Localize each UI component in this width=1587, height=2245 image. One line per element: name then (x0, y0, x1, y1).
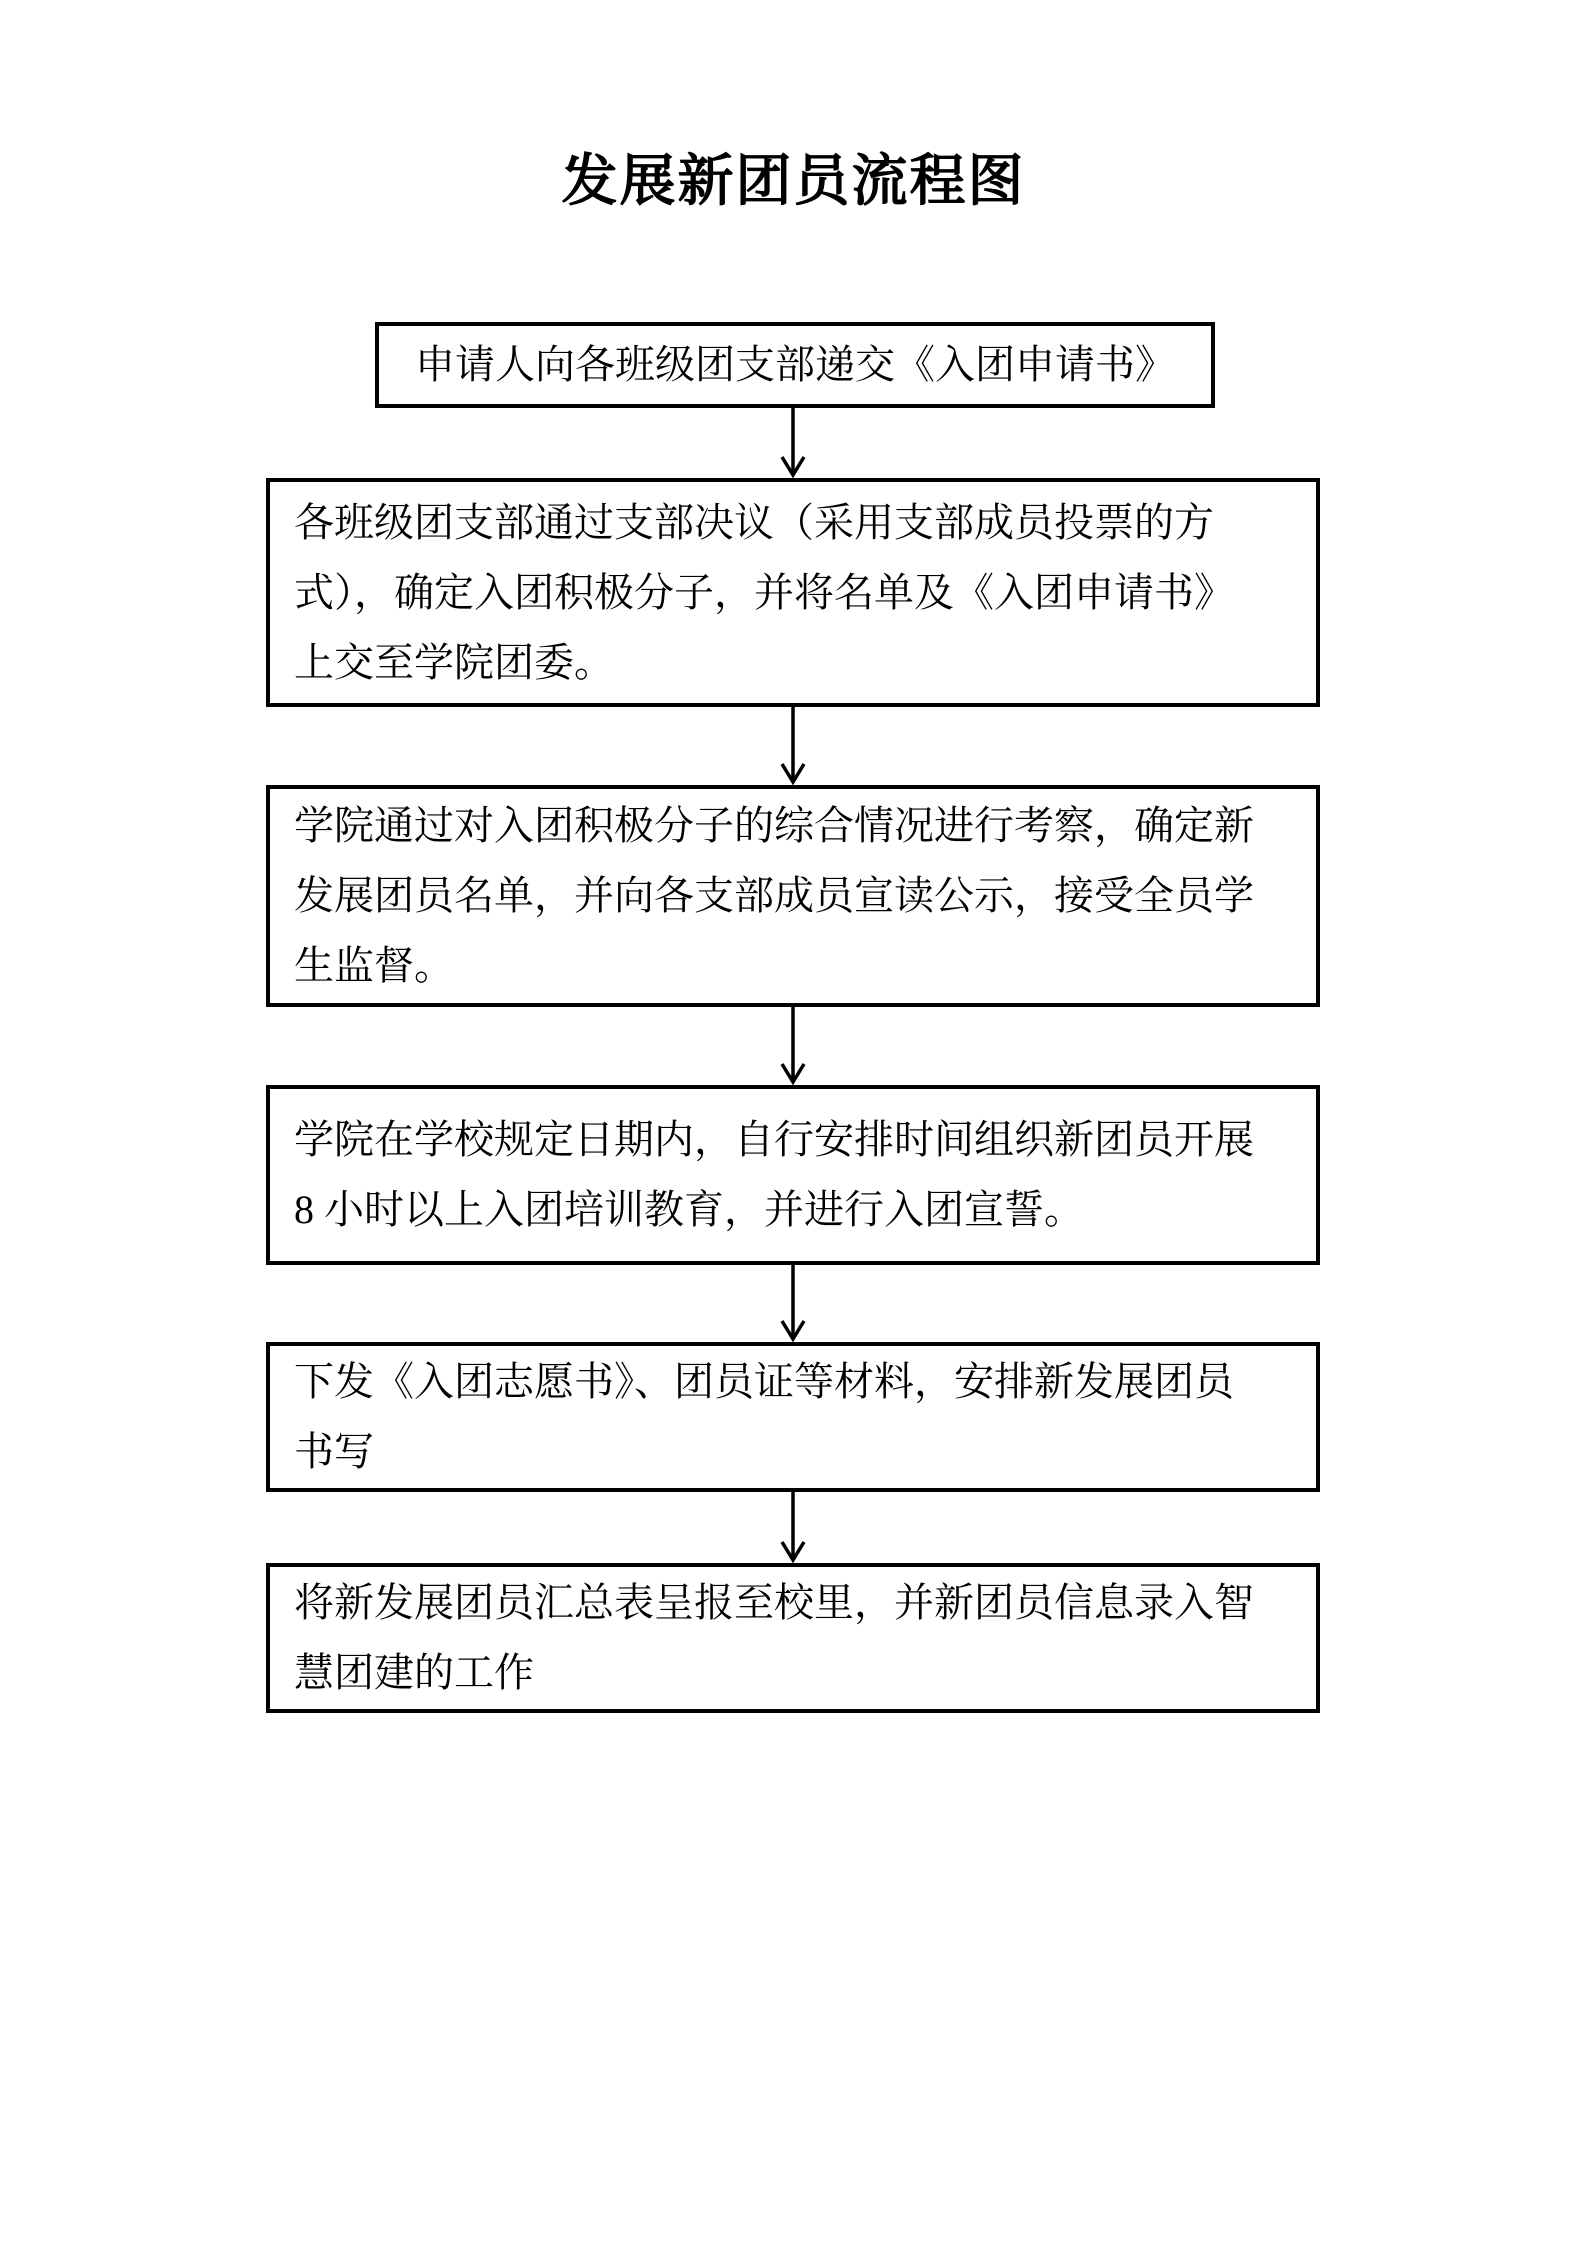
page-title: 发展新团员流程图 (561, 149, 1026, 212)
flow-step-2 (266, 478, 1320, 707)
down-arrow-icon (773, 408, 813, 478)
flow-step-3-text-line-3: 生监督。 (294, 943, 454, 988)
flow-step-2-text-line-3: 上交至学院团委。 (294, 639, 614, 685)
flow-step-4-text-line-2: 8 小时以上入团培训教育，并进行入团宣誓。 (294, 1187, 1084, 1232)
flow-step-2-text-line-1: 各班级团支部通过支部决议（采用支部成员投票的方 (294, 499, 1214, 545)
flow-step-3 (266, 785, 1320, 1007)
flow-step-3-text-line-1: 学院通过对入团积极分子的综合情况进行考察，确定新 (294, 803, 1254, 848)
flow-step-5 (266, 1342, 1320, 1492)
down-arrow-icon (773, 1492, 813, 1563)
flow-step-5-text-line-1: 下发《入团志愿书》、团员证等材料，安排新发展团员 (294, 1359, 1234, 1404)
flow-step-6-text-line-2: 慧团建的工作 (294, 1650, 534, 1695)
flow-step-4 (266, 1085, 1320, 1265)
down-arrow-icon (773, 1007, 813, 1085)
flow-step-2-text-line-2: 式），确定入团积极分子，并将名单及《入团申请书》 (294, 569, 1234, 615)
flow-step-6-text-line-1: 将新发展团员汇总表呈报至校里，并新团员信息录入智 (294, 1580, 1254, 1625)
flow-step-1-text: 申请人向各班级团支部递交《入团申请书》 (415, 342, 1175, 387)
flow-step-6 (266, 1563, 1320, 1713)
flow-step-1 (375, 322, 1215, 408)
down-arrow-icon (773, 707, 813, 785)
down-arrow-icon (773, 1265, 813, 1342)
flow-step-3-text-line-2: 发展团员名单，并向各支部成员宣读公示，接受全员学 (294, 873, 1254, 918)
flow-step-5-text-line-2: 书写 (294, 1429, 374, 1474)
flow-step-4-text-line-1: 学院在学校规定日期内，自行安排时间组织新团员开展 (294, 1117, 1254, 1162)
